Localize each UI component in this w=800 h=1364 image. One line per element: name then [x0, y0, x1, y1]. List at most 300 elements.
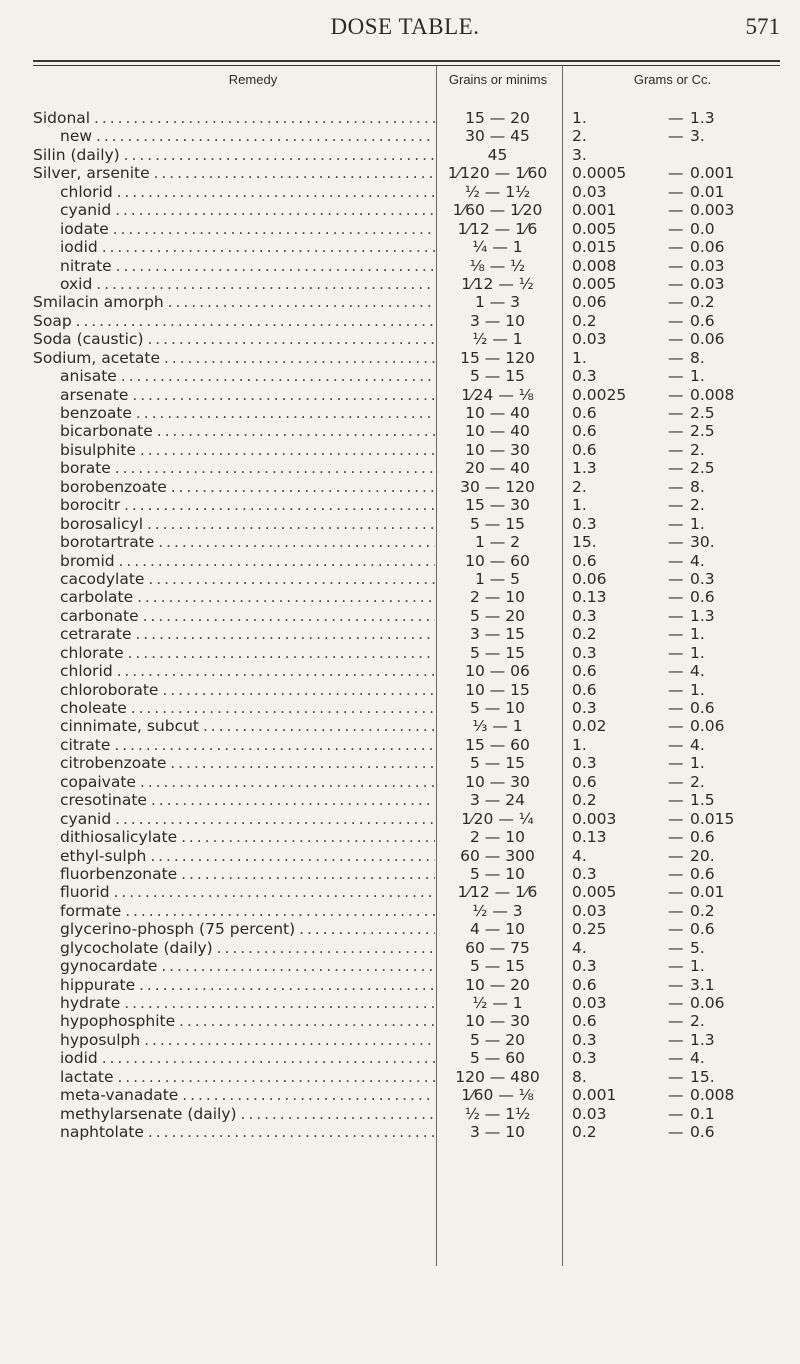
remedy-name: cyanid . . .	[60, 201, 435, 219]
grams-max: 0.0	[690, 219, 715, 238]
range-dash: —	[668, 551, 684, 570]
grams-max: 0.06	[690, 330, 725, 349]
grams-max: 3.	[690, 127, 705, 146]
remedy-name: formate . . .	[60, 902, 435, 920]
remedy-name: lactate . . .	[60, 1068, 435, 1086]
grams-max: 0.06	[690, 238, 725, 257]
grams-min: 0.06	[572, 569, 607, 588]
remedy-name: fluorid . . .	[60, 883, 435, 901]
grams-min: 0.03	[572, 901, 607, 920]
range-dash: —	[668, 975, 684, 994]
grains-dose: ½ — 1½	[464, 182, 531, 201]
page-header	[30, 8, 780, 48]
range-dash: —	[668, 994, 684, 1012]
remedy-name: citrobenzoate . . .	[60, 754, 435, 772]
range-dash: —	[668, 901, 684, 920]
grams-max: 0.008	[690, 385, 735, 404]
grams-max: 1.	[690, 643, 705, 662]
grams-max: 0.6	[690, 920, 715, 939]
grains-dose: 5 — 15	[470, 367, 525, 386]
grams-min: 0.001	[572, 201, 617, 220]
remedy-name: bicarbonate . . .	[60, 422, 435, 440]
grams-min: 0.3	[572, 864, 597, 883]
range-dash: —	[668, 625, 684, 644]
range-dash: —	[668, 422, 684, 441]
grams-min: 1.3	[572, 459, 597, 478]
table-row	[0, 201, 800, 219]
column-header-grains: Grains or minims	[448, 72, 548, 87]
remedy-name: copaivate . . .	[60, 773, 435, 791]
grains-dose: 1 — 3	[474, 293, 521, 312]
table-row	[0, 1012, 800, 1030]
range-dash: —	[668, 883, 684, 902]
grains-dose: 3 — 24	[470, 791, 525, 810]
grams-min: 0.3	[572, 699, 597, 717]
table-row	[0, 275, 800, 293]
grains-dose: 15 — 30	[465, 496, 530, 515]
grams-min: 0.0025	[572, 385, 627, 404]
grams-min: 0.6	[572, 975, 597, 994]
grains-dose: 5 — 10	[470, 864, 525, 883]
grains-dose: 2 — 10	[470, 828, 525, 847]
grains-dose: 10 — 30	[465, 772, 530, 791]
grams-max: 0.6	[690, 588, 715, 607]
remedy-name: hyposulph . . .	[60, 1031, 435, 1049]
grams-min: 4.	[572, 938, 587, 957]
grams-max: 0.015	[690, 809, 735, 828]
grams-min: 0.0005	[572, 164, 627, 183]
grams-max: 1.	[690, 514, 705, 533]
grains-dose: 1⁄60 — 1⁄20	[452, 201, 543, 220]
range-dash: —	[668, 1123, 684, 1142]
table-row	[0, 404, 800, 422]
grams-min: 0.3	[572, 514, 597, 533]
remedy-name: hydrate . . .	[60, 994, 435, 1012]
grams-max: 0.1	[690, 1104, 715, 1123]
grams-max: 2.	[690, 1012, 705, 1031]
grams-min: 0.06	[572, 293, 607, 312]
table-row	[0, 828, 800, 846]
grams-min: 0.3	[572, 643, 597, 662]
remedy-name: oxid . . .	[60, 275, 435, 293]
range-dash: —	[668, 440, 684, 459]
range-dash: —	[668, 920, 684, 939]
grams-max: 0.6	[690, 699, 715, 717]
grams-min: 0.03	[572, 182, 607, 201]
grams-max: 15.	[690, 1067, 715, 1086]
table-row	[0, 1105, 800, 1123]
grams-min: 0.3	[572, 1030, 597, 1049]
remedy-name: new . . .	[60, 127, 435, 145]
grams-max: 4.	[690, 551, 705, 570]
table-row	[0, 754, 800, 772]
range-dash: —	[668, 274, 684, 293]
range-dash: —	[668, 717, 684, 736]
grams-max: 0.03	[690, 274, 725, 293]
range-dash: —	[668, 699, 684, 717]
remedy-name: fluorbenzonate . . .	[60, 865, 435, 883]
range-dash: —	[668, 201, 684, 220]
grams-max: 1.	[690, 957, 705, 976]
grains-dose: 30 — 120	[460, 477, 535, 496]
grams-min: 0.6	[572, 404, 597, 422]
grams-min: 0.6	[572, 680, 597, 699]
range-dash: —	[668, 477, 684, 496]
table-row	[0, 441, 800, 459]
table-row	[0, 127, 800, 145]
grains-dose: 1⁄24 — ⅛	[461, 385, 534, 404]
grains-dose: 1⁄12 — 1⁄6	[457, 219, 538, 238]
grams-max: 0.6	[690, 828, 715, 847]
grains-dose: 1 — 5	[474, 569, 521, 588]
table-row	[0, 109, 800, 127]
grams-min: 0.2	[572, 625, 597, 644]
range-dash: —	[668, 404, 684, 422]
remedy-name: Soap . . .	[33, 312, 435, 330]
page-title: DOSE TABLE.	[330, 14, 480, 39]
grams-min: 0.6	[572, 551, 597, 570]
grains-dose: 5 — 60	[470, 1049, 525, 1068]
grains-dose: 10 — 06	[465, 662, 530, 681]
range-dash: —	[668, 938, 684, 957]
grams-min: 0.6	[572, 440, 597, 459]
grams-max: 2.5	[690, 459, 715, 478]
grams-min: 0.2	[572, 1123, 597, 1142]
range-dash: —	[668, 1012, 684, 1031]
range-dash: —	[668, 643, 684, 662]
grams-min: 2.	[572, 477, 587, 496]
grains-dose: 10 — 60	[465, 551, 530, 570]
range-dash: —	[668, 109, 684, 127]
table-row	[0, 994, 800, 1012]
grains-dose: 5 — 10	[470, 699, 525, 717]
grams-max: 20.	[690, 846, 715, 865]
grams-max: 0.06	[690, 717, 725, 736]
grams-max: 0.003	[690, 201, 735, 220]
range-dash: —	[668, 533, 684, 552]
grains-dose: 60 — 300	[460, 846, 535, 865]
grams-min: 0.005	[572, 274, 617, 293]
range-dash: —	[668, 680, 684, 699]
grams-min: 0.003	[572, 809, 617, 828]
grains-dose: 5 — 15	[470, 514, 525, 533]
grams-min: 0.25	[572, 920, 607, 939]
grams-min: 0.3	[572, 754, 597, 773]
range-dash: —	[668, 219, 684, 238]
remedy-name: benzoate . . .	[60, 404, 435, 422]
range-dash: —	[668, 772, 684, 791]
range-dash: —	[668, 1049, 684, 1068]
remedy-name: naphtolate . . .	[60, 1123, 435, 1141]
remedy-name: iodid . . .	[60, 238, 435, 256]
grains-dose: 2 — 10	[470, 588, 525, 607]
dose-table-body	[0, 109, 800, 1142]
grains-dose: 10 — 30	[465, 440, 530, 459]
grams-min: 1.	[572, 348, 587, 367]
grams-min: 0.3	[572, 606, 597, 625]
grams-min: 8.	[572, 1067, 587, 1086]
grams-min: 0.6	[572, 772, 597, 791]
remedy-name: glycerino-phosph (75 percent) . . .	[60, 920, 435, 938]
grams-max: 1.	[690, 367, 705, 386]
grams-max: 0.03	[690, 256, 725, 275]
grains-dose: 1⁄12 — 1⁄6	[457, 883, 538, 902]
table-row	[0, 976, 800, 994]
grams-min: 0.6	[572, 422, 597, 441]
remedy-name: Sidonal . . .	[33, 109, 435, 127]
table-row	[0, 257, 800, 275]
grains-dose: 5 — 15	[470, 754, 525, 773]
grains-dose: 4 — 10	[470, 920, 525, 939]
grams-max: 2.	[690, 440, 705, 459]
table-row	[0, 1086, 800, 1104]
page-number: 571	[745, 14, 780, 39]
remedy-name: borate . . .	[60, 459, 435, 477]
grains-dose: 15 — 120	[460, 348, 535, 367]
grams-max: 0.2	[690, 293, 715, 312]
table-row	[0, 920, 800, 938]
remedy-name: hippurate . . .	[60, 976, 435, 994]
remedy-name: borosalicyl . . .	[60, 515, 435, 533]
remedy-name: gynocardate . . .	[60, 957, 435, 975]
grams-min: 4.	[572, 846, 587, 865]
grams-max: 4.	[690, 662, 705, 681]
range-dash: —	[668, 791, 684, 810]
grams-min: 0.6	[572, 1012, 597, 1031]
range-dash: —	[668, 367, 684, 386]
grains-dose: 5 — 15	[470, 643, 525, 662]
range-dash: —	[668, 459, 684, 478]
table-row	[0, 1068, 800, 1086]
remedy-name: borocitr . . .	[60, 496, 435, 514]
table-row	[0, 293, 800, 311]
grams-max: 1.	[690, 625, 705, 644]
remedy-name: bisulphite . . .	[60, 441, 435, 459]
table-row	[0, 146, 800, 164]
column-header-grams: Grams or Cc.	[633, 72, 712, 87]
grams-min: 0.015	[572, 238, 617, 257]
table-row	[0, 699, 800, 717]
range-dash: —	[668, 828, 684, 847]
grains-dose: 1⁄20 — ¼	[461, 809, 534, 828]
grams-min: 1.	[572, 109, 587, 127]
grains-dose: ½ — 1½	[464, 1104, 531, 1123]
remedy-name: cetrarate . . .	[60, 625, 435, 643]
remedy-name: cyanid . . .	[60, 810, 435, 828]
table-row	[0, 367, 800, 385]
table-row	[0, 312, 800, 330]
grains-dose: 3 — 10	[470, 311, 525, 330]
remedy-name: Sodium, acetate . . .	[33, 349, 435, 367]
grams-max: 3.1	[690, 975, 715, 994]
grams-min: 0.3	[572, 1049, 597, 1068]
grams-min: 0.008	[572, 256, 617, 275]
grains-dose: 10 — 40	[465, 404, 530, 422]
grams-min: 0.02	[572, 717, 607, 736]
range-dash: —	[668, 330, 684, 349]
grams-max: 5.	[690, 938, 705, 957]
table-row	[0, 662, 800, 680]
grams-min: 1.	[572, 496, 587, 515]
grams-max: 0.6	[690, 311, 715, 330]
range-dash: —	[668, 256, 684, 275]
grams-min: 0.001	[572, 1086, 617, 1105]
grams-min: 0.03	[572, 330, 607, 349]
grams-max: 2.5	[690, 404, 715, 422]
remedy-name: methylarsenate (daily) . . .	[60, 1105, 435, 1123]
grains-dose: 5 — 20	[470, 1030, 525, 1049]
grams-max: 1.	[690, 754, 705, 773]
grams-min: 0.005	[572, 219, 617, 238]
grams-max: 0.6	[690, 864, 715, 883]
grams-min: 0.6	[572, 662, 597, 681]
grains-dose: 10 — 30	[465, 1012, 530, 1031]
remedy-name: Soda (caustic) . . .	[33, 330, 435, 348]
remedy-name: bromid . . .	[60, 552, 435, 570]
grains-dose: 1 — 2	[474, 533, 521, 552]
remedy-name: Silver, arsenite . . .	[33, 164, 435, 182]
table-row	[0, 459, 800, 477]
range-dash: —	[668, 846, 684, 865]
range-dash: —	[668, 957, 684, 976]
range-dash: —	[668, 1086, 684, 1105]
remedy-name: citrate . . .	[60, 736, 435, 754]
grams-max: 0.2	[690, 901, 715, 920]
table-row	[0, 220, 800, 238]
range-dash: —	[668, 864, 684, 883]
table-row	[0, 717, 800, 735]
grams-max: 0.06	[690, 994, 725, 1012]
table-row	[0, 773, 800, 791]
remedy-name: chloroborate . . .	[60, 681, 435, 699]
grains-dose: 45	[487, 145, 508, 164]
range-dash: —	[668, 311, 684, 330]
table-row	[0, 164, 800, 182]
grams-min: 0.2	[572, 791, 597, 810]
table-row	[0, 681, 800, 699]
remedy-name: Silin (daily) . . .	[33, 146, 435, 164]
range-dash: —	[668, 348, 684, 367]
range-dash: —	[668, 1030, 684, 1049]
grams-max: 0.6	[690, 1123, 715, 1142]
table-row	[0, 736, 800, 754]
remedy-name: carbonate . . .	[60, 607, 435, 625]
remedy-name: glycocholate (daily) . . .	[60, 939, 435, 957]
remedy-name: nitrate . . .	[60, 257, 435, 275]
grams-max: 8.	[690, 348, 705, 367]
grains-dose: 3 — 15	[470, 625, 525, 644]
grams-min: 0.03	[572, 994, 607, 1012]
grains-dose: 3 — 10	[470, 1123, 525, 1142]
grams-min: 0.3	[572, 957, 597, 976]
table-row	[0, 478, 800, 496]
range-dash: —	[668, 754, 684, 773]
remedy-name: carbolate . . .	[60, 588, 435, 606]
remedy-name: ethyl-sulph . . .	[60, 847, 435, 865]
remedy-name: chlorid . . .	[60, 662, 435, 680]
grains-dose: ¼ — 1	[472, 238, 523, 257]
remedy-name: cacodylate . . .	[60, 570, 435, 588]
grams-min: 1.	[572, 735, 587, 754]
range-dash: —	[668, 238, 684, 257]
grains-dose: 1⁄60 — ⅛	[461, 1086, 534, 1105]
range-dash: —	[668, 809, 684, 828]
remedy-name: borotartrate . . .	[60, 533, 435, 551]
top-rule-thick	[33, 60, 780, 62]
table-row	[0, 386, 800, 404]
table-row	[0, 810, 800, 828]
grams-min: 0.2	[572, 311, 597, 330]
remedy-name: iodid . . .	[60, 1049, 435, 1067]
grams-max: 1.3	[690, 606, 715, 625]
grains-dose: ½ — 3	[472, 901, 523, 920]
table-row	[0, 939, 800, 957]
grains-dose: ⅛ — ½	[469, 256, 526, 275]
remedy-name: chlorate . . .	[60, 644, 435, 662]
table-row	[0, 1123, 800, 1141]
grams-max: 0.3	[690, 569, 715, 588]
remedy-name: arsenate . . .	[60, 386, 435, 404]
grams-min: 0.3	[572, 367, 597, 386]
grams-max: 2.5	[690, 422, 715, 441]
range-dash: —	[668, 293, 684, 312]
grains-dose: 5 — 20	[470, 606, 525, 625]
grams-min: 3.	[572, 145, 587, 164]
remedy-name: iodate . . .	[60, 220, 435, 238]
range-dash: —	[668, 588, 684, 607]
range-dash: —	[668, 164, 684, 183]
grains-dose: 5 — 15	[470, 957, 525, 976]
table-row	[0, 625, 800, 643]
grains-dose: 15 — 60	[465, 735, 530, 754]
range-dash: —	[668, 569, 684, 588]
grams-max: 8.	[690, 477, 705, 496]
range-dash: —	[668, 127, 684, 146]
top-rule-thin	[33, 65, 780, 66]
remedy-name: dithiosalicylate . . .	[60, 828, 435, 846]
table-row	[0, 552, 800, 570]
grams-min: 0.005	[572, 883, 617, 902]
table-row	[0, 515, 800, 533]
remedy-name: cresotinate . . .	[60, 791, 435, 809]
grams-max: 1.3	[690, 1030, 715, 1049]
remedy-name: choleate . . .	[60, 699, 435, 717]
grams-min: 15.	[572, 533, 597, 552]
remedy-name: borobenzoate . . .	[60, 478, 435, 496]
table-row	[0, 847, 800, 865]
table-row	[0, 570, 800, 588]
grains-dose: ½ — 1	[472, 330, 523, 349]
grains-dose: 10 — 15	[465, 680, 530, 699]
table-row	[0, 791, 800, 809]
range-dash: —	[668, 606, 684, 625]
grams-max: 4.	[690, 735, 705, 754]
range-dash: —	[668, 1067, 684, 1086]
range-dash: —	[668, 662, 684, 681]
table-row	[0, 330, 800, 348]
table-row	[0, 644, 800, 662]
grains-dose: ½ — 1	[472, 994, 523, 1012]
table-row	[0, 1049, 800, 1067]
grains-dose: 20 — 40	[465, 459, 530, 478]
grams-max: 0.01	[690, 883, 725, 902]
grains-dose: 10 — 40	[465, 422, 530, 441]
remedy-name: Smilacin amorph . . .	[33, 293, 435, 311]
grams-max: 0.001	[690, 164, 735, 183]
grams-min: 0.13	[572, 828, 607, 847]
table-row	[0, 183, 800, 201]
table-row	[0, 533, 800, 551]
